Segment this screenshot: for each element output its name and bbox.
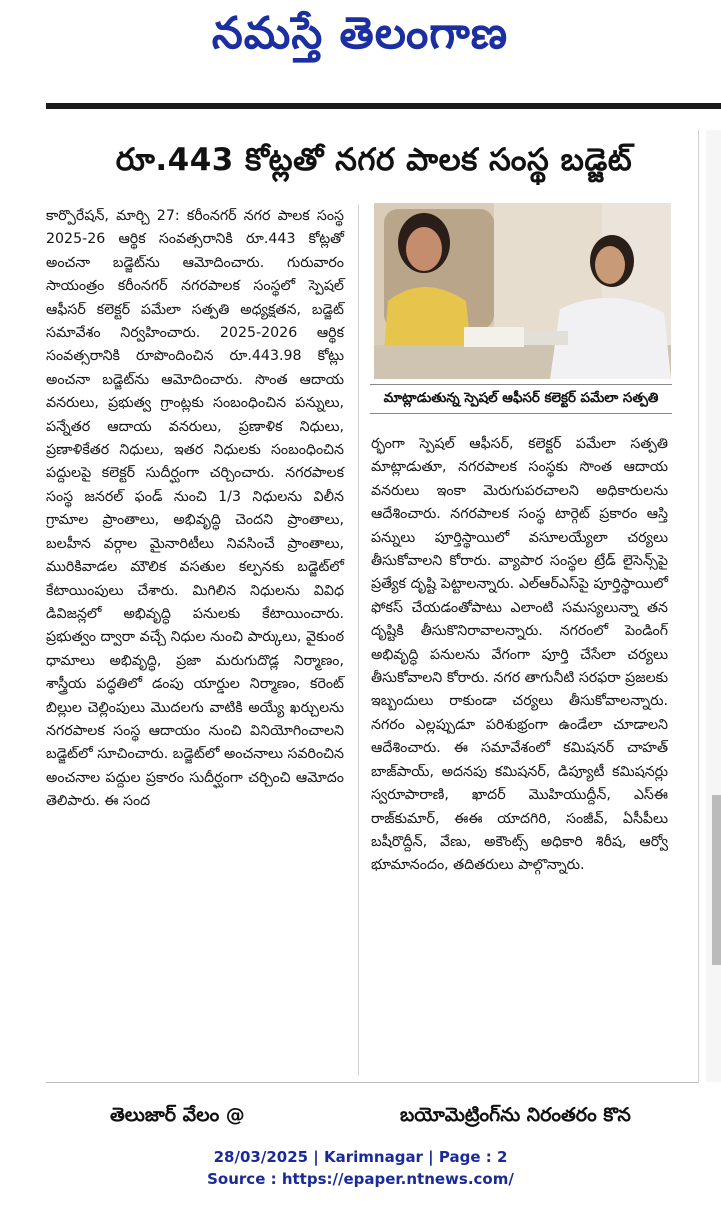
photo-caption: మాట్లాడుతున్న స్పెషల్ ఆఫీసర్ కలెక్టర్ పమేలా సత్పతి <box>370 384 672 414</box>
adjacent-article-edge <box>706 130 721 1082</box>
footer-source: Source : https://epaper.ntnews.com/ <box>207 1170 514 1188</box>
article-column-2: ర్భంగా స్పెషల్ ఆఫీసర్, కలెక్టర్ పమేలా సత్పతి మాట్లాడుతూ, నగరపాలక సంస్థకు సొంత ఆదాయ వనరులు ఇంకా మెరుగుపరచాలని అధికారులను ఆదేశించారు. నగరపాలక సంస్థ టార్గెట్ ప్రకారం ఆస్తి పన్నులు పూర్తిస్థాయిలో వసూలయ్యేలా చర్యలు తీసుకోవాలని కోరారు. వ్యాపార సంస్థల ట్రేడ్ లైసెన్స్‌పై ప్రత్యేక దృష్టి పెట్టాలన్నారు. ఎల్ఆర్ఎస్‌పై పూర్తిస్థాయిలో ఫోకస్ చేయడంతోపాటు ఎలాంటి సమస్యలున్నా తన దృష్టికి తీసుకొనిరావాలన్నారు. నగరంలో పెండింగ్ అభివృద్ధి పనులను వేగంగా పూర్తి చేసేలా చర్యలు తీసుకోవాలని కోరారు. నగర తాగునీటి సరఫరా ప్రజలకు ఇబ్బందులు రాకుండా చర్యలు తీసుకోవాలన్నారు. నగరం ఎల్లప్పుడూ పరిశుభ్రంగా ఉండేలా చూడాలని ఆదేశించారు. ఈ సమావేశంలో కమిషనర్ చాహత్ బాజ్‌పాయ్, అదనపు కమిషనర్, డిప్యూటీ కమిషనర్లు స్వరూపారాణి, ఖాదర్ మొహియుద్దీన్, ఎస్ఈ రాజ్‌కుమార్, ఈఈ యాదగిరి, సంజీవ్, ఏసీపీలు బషీరొద్దీన్, వేణు, అకౌంట్స్ అధికారి శిరీష, ఆర్వో భూమానందం, తదితరులు పాల్గొన్నారు. <box>371 436 668 874</box>
masthead-title: నమస్తే తెలంగాణ <box>211 8 509 59</box>
masthead-rule <box>46 103 721 109</box>
headline: రూ.443 కోట్లతో నగర పాలక సంస్థ బడ్జెట్ <box>115 142 633 178</box>
column-divider <box>358 205 359 1075</box>
masthead <box>0 0 721 100</box>
adjacent-photo-edge <box>712 795 721 965</box>
teaser-right: బయోమెట్రింగ్‌ను నిరంతరం కొన <box>400 1104 631 1126</box>
article-photo <box>374 203 671 379</box>
article <box>46 130 699 1083</box>
teaser-left: తెలుజార్ వేలం @ <box>110 1104 245 1126</box>
footer-date-edition: 28/03/2025 | Karimnagar | Page : 2 <box>213 1148 508 1166</box>
footer <box>0 1146 721 1190</box>
photo-illustration <box>374 203 671 379</box>
article-column-1: కార్పొరేషన్, మార్చి 27: కరీంనగర్ నగర పాలక సంస్థ 2025-26 ఆర్థిక సంవత్సరానికి రూ.443 కోట్లతో అంచనా బడ్జెట్‌ను ఆమోదించారు. గురువారం సాయంత్రం కరీంనగర్ నగరపాలక సంస్థలో స్పెషల్ ఆఫీసర్ కలెక్టర్ పమేలా సత్పతి అధ్యక్షతన, బడ్జెట్ సమావేశం నిర్వహించారు. 2025-2026 ఆర్థిక సంవత్సరానికి రూపొందించిన రూ.443.98 కోట్లు అంచనా బడ్జెట్‌ను ఆమోదించారు. సొంత ఆదాయ వనరులు, ప్రభుత్వ గ్రాంట్లకు సంబంధించిన పన్నులు, పన్నేతర ఆదాయ వనరులు, ప్రణాళిక నిధులు, ప్రణాళికేతర నిధులు, ఇతర నిధులకు సంబంధించిన పద్దులపై కలెక్టర్ సుదీర్ఘంగా చర్చించారు. నగరపాలక సంస్థ జనరల్ ఫండ్ నుంచి 1/3 నిధులను విలీన గ్రామాల ప్రాంతాలు, అభివృద్ధి చెందని ప్రాంతాలు, బలహీన వర్గాల మైనారిటీలు నివసించే ప్రాంతాలు, మురికివాడల మౌలిక వసతుల కల్పనకు బడ్జెట్‌లో కేటాయింపులు చేశారు. మిగిలిన నిధులను వివిధ డివిజన్లలో అభివృద్ధి పనులకు కేటాయించారు. ప్రభుత్వం ద్వారా వచ్చే నిధుల నుంచి పార్కులు, వైకుంఠ ధామాలు అభివృద్ధి, ప్రజా మరుగుదొడ్ల నిర్మాణం, శాస్త్రీయ పద్ధతిలో డంపు యార్డుల నిర్మాణం, కరెంట్ బిల్లుల చెల్లింపులు మొదలగు వాటికి అయ్యే ఖర్చులను నగరపాలక సంస్థ ఆదాయం నుంచి వినియోగించాలని బడ్జెట్‌లో సూచించారు. బడ్జెట్‌లో అంచనాలు సవరించిన అంచనాల పద్దుల ప్రకారం సుదీర్ఘంగా చర్చించి ఆమోదం తెలిపారు. ఈ సంద <box>46 208 344 810</box>
